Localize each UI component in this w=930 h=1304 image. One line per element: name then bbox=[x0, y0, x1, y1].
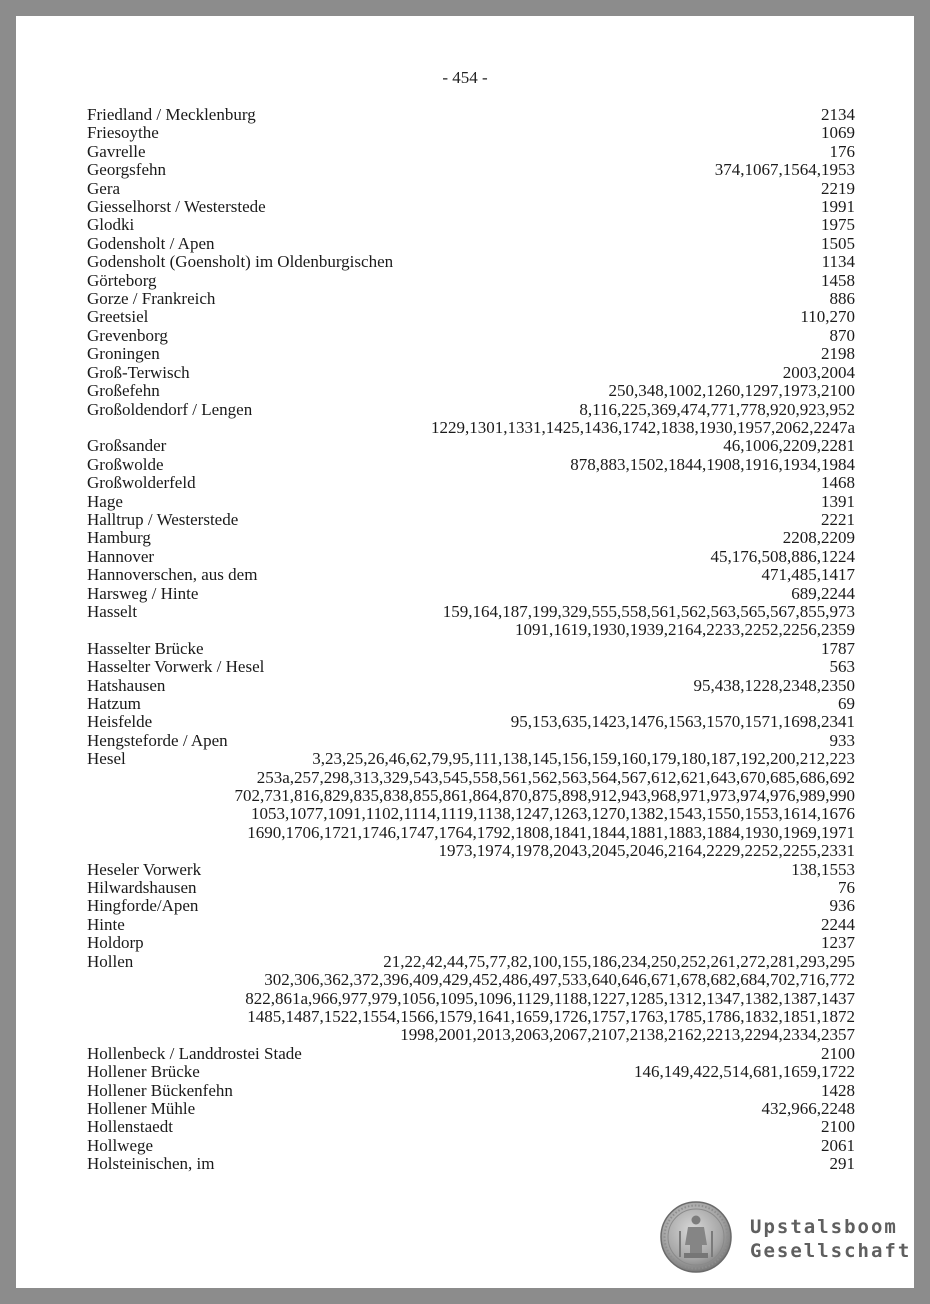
reference-numbers: 1468 bbox=[821, 473, 855, 493]
index-entry bbox=[87, 401, 855, 438]
logo-line-1: Upstalsboom bbox=[750, 1216, 898, 1238]
place-name: Friesoythe bbox=[87, 123, 159, 143]
reference-numbers: 1391 bbox=[821, 491, 855, 511]
place-name: Gorze / Frankreich bbox=[87, 289, 216, 309]
reference-numbers: 1991 bbox=[821, 197, 855, 217]
place-name: Holsteinischen, im bbox=[87, 1154, 215, 1174]
place-name: Hatzum bbox=[87, 694, 141, 713]
index-entry bbox=[87, 916, 855, 934]
reference-numbers: 2003,2004 bbox=[782, 362, 855, 382]
index-entry bbox=[87, 953, 855, 1045]
place-name: Großoldendorf / Lengen bbox=[87, 399, 253, 419]
index-entry bbox=[87, 456, 855, 474]
reference-numbers: 1053,1077,1091,1102,1114,1119,1138,1247,1263,1270,1382,1543,1550,1553,1614,1676 bbox=[251, 804, 855, 824]
place-name: Hamburg bbox=[87, 528, 151, 548]
index-entry bbox=[87, 1118, 855, 1136]
place-name: Hengsteforde / Apen bbox=[87, 730, 228, 750]
place-name: Heisfelde bbox=[87, 712, 153, 732]
reference-numbers: 689,2244 bbox=[791, 583, 855, 603]
index-entry bbox=[87, 1137, 855, 1155]
reference-numbers: 1485,1487,1522,1554,1566,1579,1641,1659,1726,1757,1763,1785,1786,1832,1851,1872 bbox=[247, 1006, 855, 1026]
reference-numbers: 1975 bbox=[821, 215, 855, 235]
reference-numbers: 159,164,187,199,329,555,558,561,562,563,565,567,855,973 bbox=[442, 601, 855, 621]
reference-numbers: 471,485,1417 bbox=[761, 565, 855, 585]
reference-numbers: 1237 bbox=[821, 933, 855, 953]
logo-text bbox=[750, 1215, 911, 1263]
index-entry bbox=[87, 658, 855, 676]
place-name: Groß-Terwisch bbox=[87, 362, 190, 382]
reference-numbers: 1505 bbox=[821, 233, 855, 253]
place-index-list bbox=[87, 106, 855, 1174]
reference-numbers: 45,176,508,886,1224 bbox=[710, 546, 855, 566]
place-name: Hollenbeck / Landdrostei Stade bbox=[87, 1043, 302, 1063]
reference-numbers: 374,1067,1564,1953 bbox=[714, 160, 855, 180]
index-entry bbox=[87, 548, 855, 566]
place-name: Grevenborg bbox=[87, 325, 168, 345]
reference-numbers: 563 bbox=[829, 657, 855, 677]
index-entry bbox=[87, 308, 855, 326]
reference-numbers: 1458 bbox=[821, 270, 855, 290]
reference-numbers: 2244 bbox=[821, 914, 855, 934]
reference-numbers: 95,153,635,1423,1476,1563,1570,1571,1698,2341 bbox=[510, 712, 855, 732]
place-name: Hollenstaedt bbox=[87, 1117, 173, 1137]
reference-numbers: 886 bbox=[829, 289, 855, 309]
reference-numbers: 1998,2001,2013,2063,2067,2107,2138,2162,2213,2294,2334,2357 bbox=[400, 1025, 855, 1045]
logo-line-2: Gesellschaft bbox=[750, 1240, 912, 1262]
index-entry bbox=[87, 364, 855, 382]
reference-numbers: 46,1006,2209,2281 bbox=[723, 436, 855, 456]
index-entry bbox=[87, 345, 855, 363]
reference-numbers: 138,1553 bbox=[791, 859, 855, 879]
reference-numbers: 1690,1706,1721,1746,1747,1764,1792,1808,1841,1844,1881,1883,1884,1930,1969,1971 bbox=[247, 822, 855, 842]
index-entry bbox=[87, 327, 855, 345]
reference-numbers: 1229,1301,1331,1425,1436,1742,1838,1930,1957,2062,2247a bbox=[430, 417, 855, 437]
index-entry bbox=[87, 934, 855, 952]
reference-numbers: 250,348,1002,1260,1297,1973,2100 bbox=[608, 381, 855, 401]
reference-numbers: 110,270 bbox=[800, 307, 855, 327]
place-name: Gera bbox=[87, 178, 121, 198]
index-entry bbox=[87, 1045, 855, 1063]
place-name: Hannoverschen, aus dem bbox=[87, 565, 258, 585]
place-name: Hilwardshausen bbox=[87, 878, 197, 898]
page-number: - 454 - bbox=[442, 68, 488, 87]
index-entry bbox=[87, 566, 855, 584]
place-name: Hinte bbox=[87, 914, 125, 934]
reference-numbers: 3,23,25,26,46,62,79,95,111,138,145,156,159,160,179,180,187,192,200,212,223 bbox=[312, 749, 855, 769]
seal-icon bbox=[660, 1201, 732, 1273]
reference-numbers: 253a,257,298,313,329,543,545,558,561,562,563,564,567,612,621,643,670,685,686,692 bbox=[256, 767, 855, 787]
place-name: Giesselhorst / Westerstede bbox=[87, 197, 266, 217]
place-name: Hingforde/Apen bbox=[87, 896, 199, 916]
index-entry bbox=[87, 677, 855, 695]
index-entry bbox=[87, 180, 855, 198]
index-entry bbox=[87, 474, 855, 492]
reference-numbers: 702,731,816,829,835,838,855,861,864,870,875,898,912,943,968,971,973,974,976,989,990 bbox=[234, 786, 855, 806]
reference-numbers: 1069 bbox=[821, 123, 855, 143]
upstalsboom-logo bbox=[660, 1201, 910, 1275]
place-name: Hollwege bbox=[87, 1135, 154, 1155]
place-name: Holdorp bbox=[87, 933, 144, 953]
reference-numbers: 2219 bbox=[821, 178, 855, 198]
reference-numbers: 432,966,2248 bbox=[761, 1098, 855, 1118]
place-name: Hasselt bbox=[87, 601, 138, 621]
place-name: Gavrelle bbox=[87, 141, 146, 161]
index-entry bbox=[87, 861, 855, 879]
place-name: Hesel bbox=[87, 749, 126, 769]
place-name: Hasselter Brücke bbox=[87, 638, 204, 658]
place-name: Godensholt (Goensholt) im Oldenburgischen bbox=[87, 252, 394, 272]
index-entry bbox=[87, 198, 855, 216]
reference-numbers: 878,883,1502,1844,1908,1916,1934,1984 bbox=[570, 454, 855, 474]
index-entry bbox=[87, 695, 855, 713]
place-name: Hollener Mühle bbox=[87, 1098, 196, 1118]
index-entry bbox=[87, 290, 855, 308]
index-entry bbox=[87, 161, 855, 179]
place-name: Godensholt / Apen bbox=[87, 233, 215, 253]
place-name: Glodki bbox=[87, 215, 135, 235]
place-name: Großsander bbox=[87, 436, 167, 456]
index-entry bbox=[87, 253, 855, 271]
place-name: Friedland / Mecklenburg bbox=[87, 105, 256, 124]
reference-numbers: 69 bbox=[838, 694, 855, 713]
reference-numbers: 822,861a,966,977,979,1056,1095,1096,1129,1188,1227,1285,1312,1347,1382,1387,1437 bbox=[245, 988, 855, 1008]
place-name: Harsweg / Hinte bbox=[87, 583, 199, 603]
reference-numbers: 1134 bbox=[821, 252, 855, 272]
index-entry bbox=[87, 640, 855, 658]
index-entry bbox=[87, 106, 855, 124]
index-entry bbox=[87, 493, 855, 511]
place-name: Hollener Brücke bbox=[87, 1062, 200, 1082]
reference-numbers: 2061 bbox=[821, 1135, 855, 1155]
index-entry bbox=[87, 713, 855, 731]
place-name: Hannover bbox=[87, 546, 155, 566]
index-entry bbox=[87, 382, 855, 400]
reference-numbers: 2221 bbox=[821, 509, 855, 529]
reference-numbers: 1787 bbox=[821, 638, 855, 658]
index-entry bbox=[87, 1155, 855, 1173]
reference-numbers: 95,438,1228,2348,2350 bbox=[693, 675, 855, 695]
index-entry bbox=[87, 143, 855, 161]
index-entry bbox=[87, 585, 855, 603]
reference-numbers: 76 bbox=[838, 878, 855, 898]
reference-numbers: 933 bbox=[829, 730, 855, 750]
place-name: Hatshausen bbox=[87, 675, 166, 695]
place-name: Hollener Bückenfehn bbox=[87, 1080, 233, 1100]
reference-numbers: 176 bbox=[829, 141, 855, 161]
index-entry bbox=[87, 529, 855, 547]
reference-numbers: 8,116,225,369,474,771,778,920,923,952 bbox=[579, 399, 855, 419]
place-name: Heseler Vorwerk bbox=[87, 859, 202, 879]
index-entry bbox=[87, 1082, 855, 1100]
index-entry bbox=[87, 897, 855, 915]
reference-numbers: 146,149,422,514,681,1659,1722 bbox=[634, 1062, 855, 1082]
reference-numbers: 870 bbox=[829, 325, 855, 345]
index-entry bbox=[87, 1063, 855, 1081]
place-name: Halltrup / Westerstede bbox=[87, 509, 239, 529]
reference-numbers: 2208,2209 bbox=[782, 528, 855, 548]
index-entry bbox=[87, 437, 855, 455]
reference-numbers: 2100 bbox=[821, 1117, 855, 1137]
index-entry bbox=[87, 216, 855, 234]
reference-numbers: 302,306,362,372,396,409,429,452,486,497,533,640,646,671,678,682,684,702,716,772 bbox=[264, 970, 855, 990]
place-name: Großefehn bbox=[87, 381, 160, 401]
reference-numbers: 1428 bbox=[821, 1080, 855, 1100]
index-entry bbox=[87, 750, 855, 860]
index-entry bbox=[87, 603, 855, 640]
reference-numbers: 1091,1619,1930,1939,2164,2233,2252,2256,2359 bbox=[515, 620, 855, 640]
place-name: Georgsfehn bbox=[87, 160, 166, 180]
index-entry bbox=[87, 272, 855, 290]
place-name: Hage bbox=[87, 491, 123, 511]
index-entry bbox=[87, 124, 855, 142]
reference-numbers: 936 bbox=[829, 896, 855, 916]
place-name: Großwolderfeld bbox=[87, 473, 196, 493]
place-name: Hasselter Vorwerk / Hesel bbox=[87, 657, 265, 677]
reference-numbers: 2198 bbox=[821, 344, 855, 364]
index-entry bbox=[87, 879, 855, 897]
reference-numbers: 2134 bbox=[821, 105, 855, 124]
index-entry bbox=[87, 235, 855, 253]
reference-numbers: 291 bbox=[829, 1154, 855, 1174]
place-name: Großwolde bbox=[87, 454, 164, 474]
index-entry bbox=[87, 1100, 855, 1118]
index-entry bbox=[87, 732, 855, 750]
place-name: Groningen bbox=[87, 344, 160, 364]
reference-numbers: 2100 bbox=[821, 1043, 855, 1063]
reference-numbers: 1973,1974,1978,2043,2045,2046,2164,2229,2252,2255,2331 bbox=[438, 841, 855, 861]
reference-numbers: 21,22,42,44,75,77,82,100,155,186,234,250,252,261,272,281,293,295 bbox=[383, 951, 855, 971]
place-name: Hollen bbox=[87, 951, 134, 971]
place-name: Greetsiel bbox=[87, 307, 149, 327]
index-entry bbox=[87, 511, 855, 529]
place-name: Görteborg bbox=[87, 270, 157, 290]
